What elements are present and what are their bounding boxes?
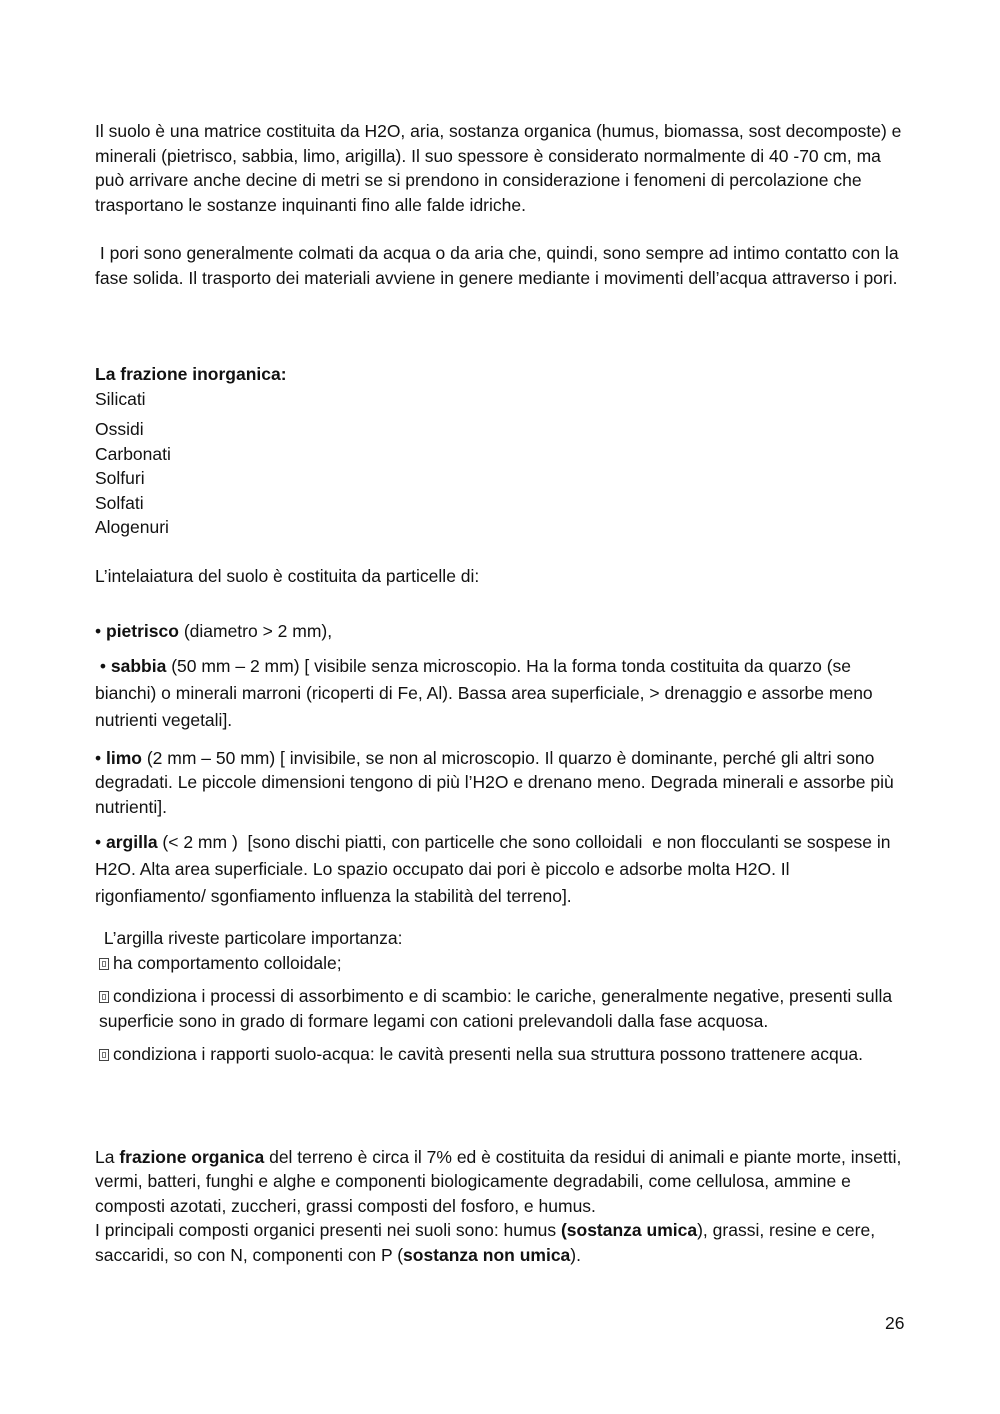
clay-point: condiziona i processi di assorbimento e di scambio: le cariche, generalmente negative, presenti sulla superficie sono in grado di formare legami con cationi prelevandoli dalla fase acquosa. (99, 986, 893, 1031)
missing-glyph-icon (99, 1049, 109, 1061)
missing-glyph-icon (99, 991, 109, 1003)
clay-point: ha comportamento colloidale; (99, 951, 905, 976)
particle-item-pietrisco: • pietrisco (diametro > 2 mm), (95, 621, 333, 641)
clay-point: condiziona i rapporti suolo-acqua: le cavità presenti nella sua struttura possono trattenere acqua. (99, 1042, 905, 1067)
page-body (95, 119, 905, 1267)
list-item: Ossidi (95, 419, 144, 439)
clay-intro: L’argilla riveste particolare importanza: (99, 928, 403, 948)
list-item: Solfuri (95, 468, 145, 488)
inorganic-heading: La frazione inorganica: (95, 364, 287, 384)
compounds-paragraph: I principali composti organici presenti nei suoli sono: humus (sostanza umica), grassi, resine e cere, saccaridi, so con N, componenti con P (sostanza non umica). (95, 1220, 880, 1265)
organic-paragraph: La frazione organica del terreno è circa il 7% ed è costituita da residui di animali e piante morte, insetti, vermi, batteri, funghi e alghe e componenti biologicamente degradabili, come cellulosa, ammine e composti azotati, zuccheri, grassi composti del fosforo, e humus. (95, 1146, 907, 1216)
list-item: Carbonati (95, 443, 171, 464)
missing-glyph-icon (99, 958, 109, 970)
list-item: Alogenuri (95, 517, 169, 537)
pores-paragraph: I pori sono generalmente colmati da acqua o da aria che, quindi, sono sempre ad intimo contatto con la fase solida. Il trasporto dei materiali avviene in genere mediante i movimenti dell’acqua attraverso i pori. (95, 243, 904, 288)
particle-item-argilla: • argilla (< 2 mm ) [sono dischi piatti, con particelle che sono colloidali e non flocculanti se sospese in H2O. Alta area superficiale. Lo spazio occupato dai pori è piccolo e adsorbe molta H2O. Il rigonfiamento/ sgonfiamento influenza la stabilità del terreno]. (95, 832, 896, 906)
list-item: Silicati (95, 388, 146, 409)
intro-paragraph: Il suolo è una matrice costituita da H2O, aria, sostanza organica (humus, biomassa, sost decomposte) e minerali (pietrisco, sabbia, limo, arigilla). Il suo spessore è considerato normalmente di 40 -70 cm, ma può arrivare anche decine di metri se si prendono in considerazione i fenomeni di percolazione che trasportano le sostanze inquinanti fino alle falde idriche. (95, 121, 902, 215)
list-item: Solfati (95, 492, 144, 513)
page-number: 26 (885, 1313, 905, 1333)
particle-item-limo: • limo (2 mm – 50 mm) [ invisibile, se non al microscopio. Il quarzo è dominante, perché gli altri sono degradati. Le piccole dimensioni tengono di più l’H2O e drenano meno. Degrada minerali e assorbe più nutrienti]. (95, 747, 899, 817)
framework-intro: L’intelaiatura del suolo è costituita da particelle di: (95, 565, 480, 586)
particle-item-sabbia: • sabbia (50 mm – 2 mm) [ visibile senza microscopio. Ha la forma tonda costituita da quarzo (se bianchi) o minerali marroni (ricoperti di Fe, Al). Bassa area superficiale, > drenaggio e assorbe meno nutrienti vegetali]. (95, 655, 878, 730)
